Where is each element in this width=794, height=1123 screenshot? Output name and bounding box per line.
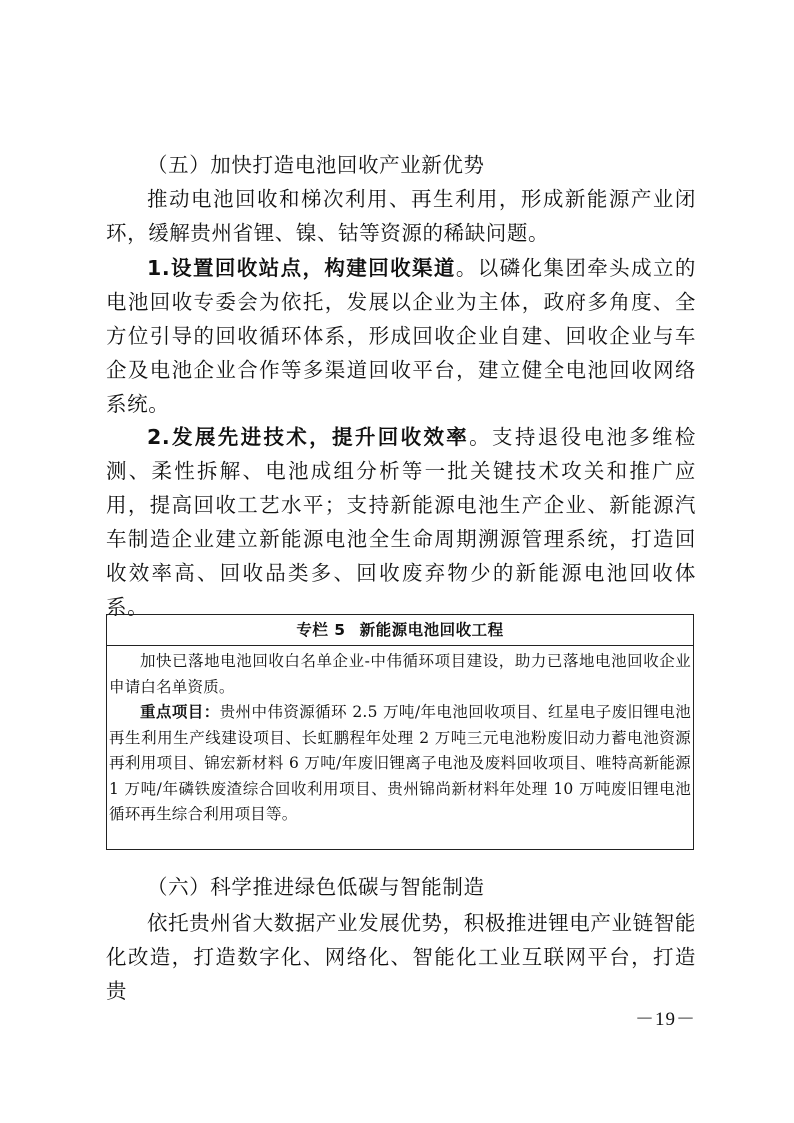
- section5-heading: （五）加快打造电池回收产业新优势: [147, 153, 485, 177]
- section5-intro: 推动电池回收和梯次利用、再生利用，形成新能源产业闭环，缓解贵州省锂、镍、钴等资源的稀缺问题。: [106, 187, 696, 245]
- item1-title: 1.设置回收站点，构建回收渠道: [147, 256, 456, 280]
- section6-heading: （六）科学推进绿色低碳与智能制造: [147, 875, 485, 899]
- page-number: －19－: [634, 1009, 696, 1030]
- section5-item2: [106, 420, 696, 624]
- box-title: [107, 615, 693, 646]
- key-projects-text: 贵州中伟资源循环 2.5 万吨/年电池回收项目、红星电子废旧锂电池再生利用生产线建设项目、长虹鹏程年处理 2 万吨三元电池粉废旧动力蓄电池资源再利用项目、锦宏新材料 6 万吨/年废旧锂离子电池及废料回收项目、唯特高新能源 1 万吨/年磷铁废渣综合回收利用项目、贵州锦尚新材料年处理 10 万吨废旧锂电池循环再生综合利用项目等。: [109, 703, 691, 823]
- section5-item1: [106, 251, 696, 421]
- box-body: [107, 646, 693, 828]
- item1-text: 。以磷化集团牵头成立的电池回收专委会为依托，发展以企业为主体，政府多角度、全方位引导的回收循环体系，形成回收企业自建、回收企业与车企及电池企业合作等多渠道回收平台，建立健全电池回收网络系统。: [106, 256, 696, 416]
- box-paragraph-2: [109, 700, 691, 828]
- box-title-text: 新能源电池回收工程: [359, 621, 504, 639]
- item2-text: 。支持退役电池多维检测、柔性拆解、电池成组分析等一批关键技术攻关和推广应用，提高回收工艺水平；支持新能源电池生产企业、新能源汽车制造企业建立新能源电池全生命周期溯源管理系统，打造回收效率高、回收品类多、回收废弃物少的新能源电池回收体系。: [106, 425, 696, 619]
- box-label: 专栏 5: [296, 621, 346, 639]
- box-paragraph-1: 加快已落地电池回收白名单企业-中伟循环项目建设，助力已落地电池回收企业申请白名单资质。: [109, 652, 691, 696]
- item2-title: 2.发展先进技术，提升回收效率: [147, 425, 470, 449]
- key-projects-label: 重点项目：: [140, 703, 220, 721]
- section6-text: 依托贵州省大数据产业发展优势，积极推进锂电产业链智能化改造，打造数字化、网络化、智能化工业互联网平台，打造贵: [106, 911, 696, 1003]
- special-column-box: [106, 614, 694, 850]
